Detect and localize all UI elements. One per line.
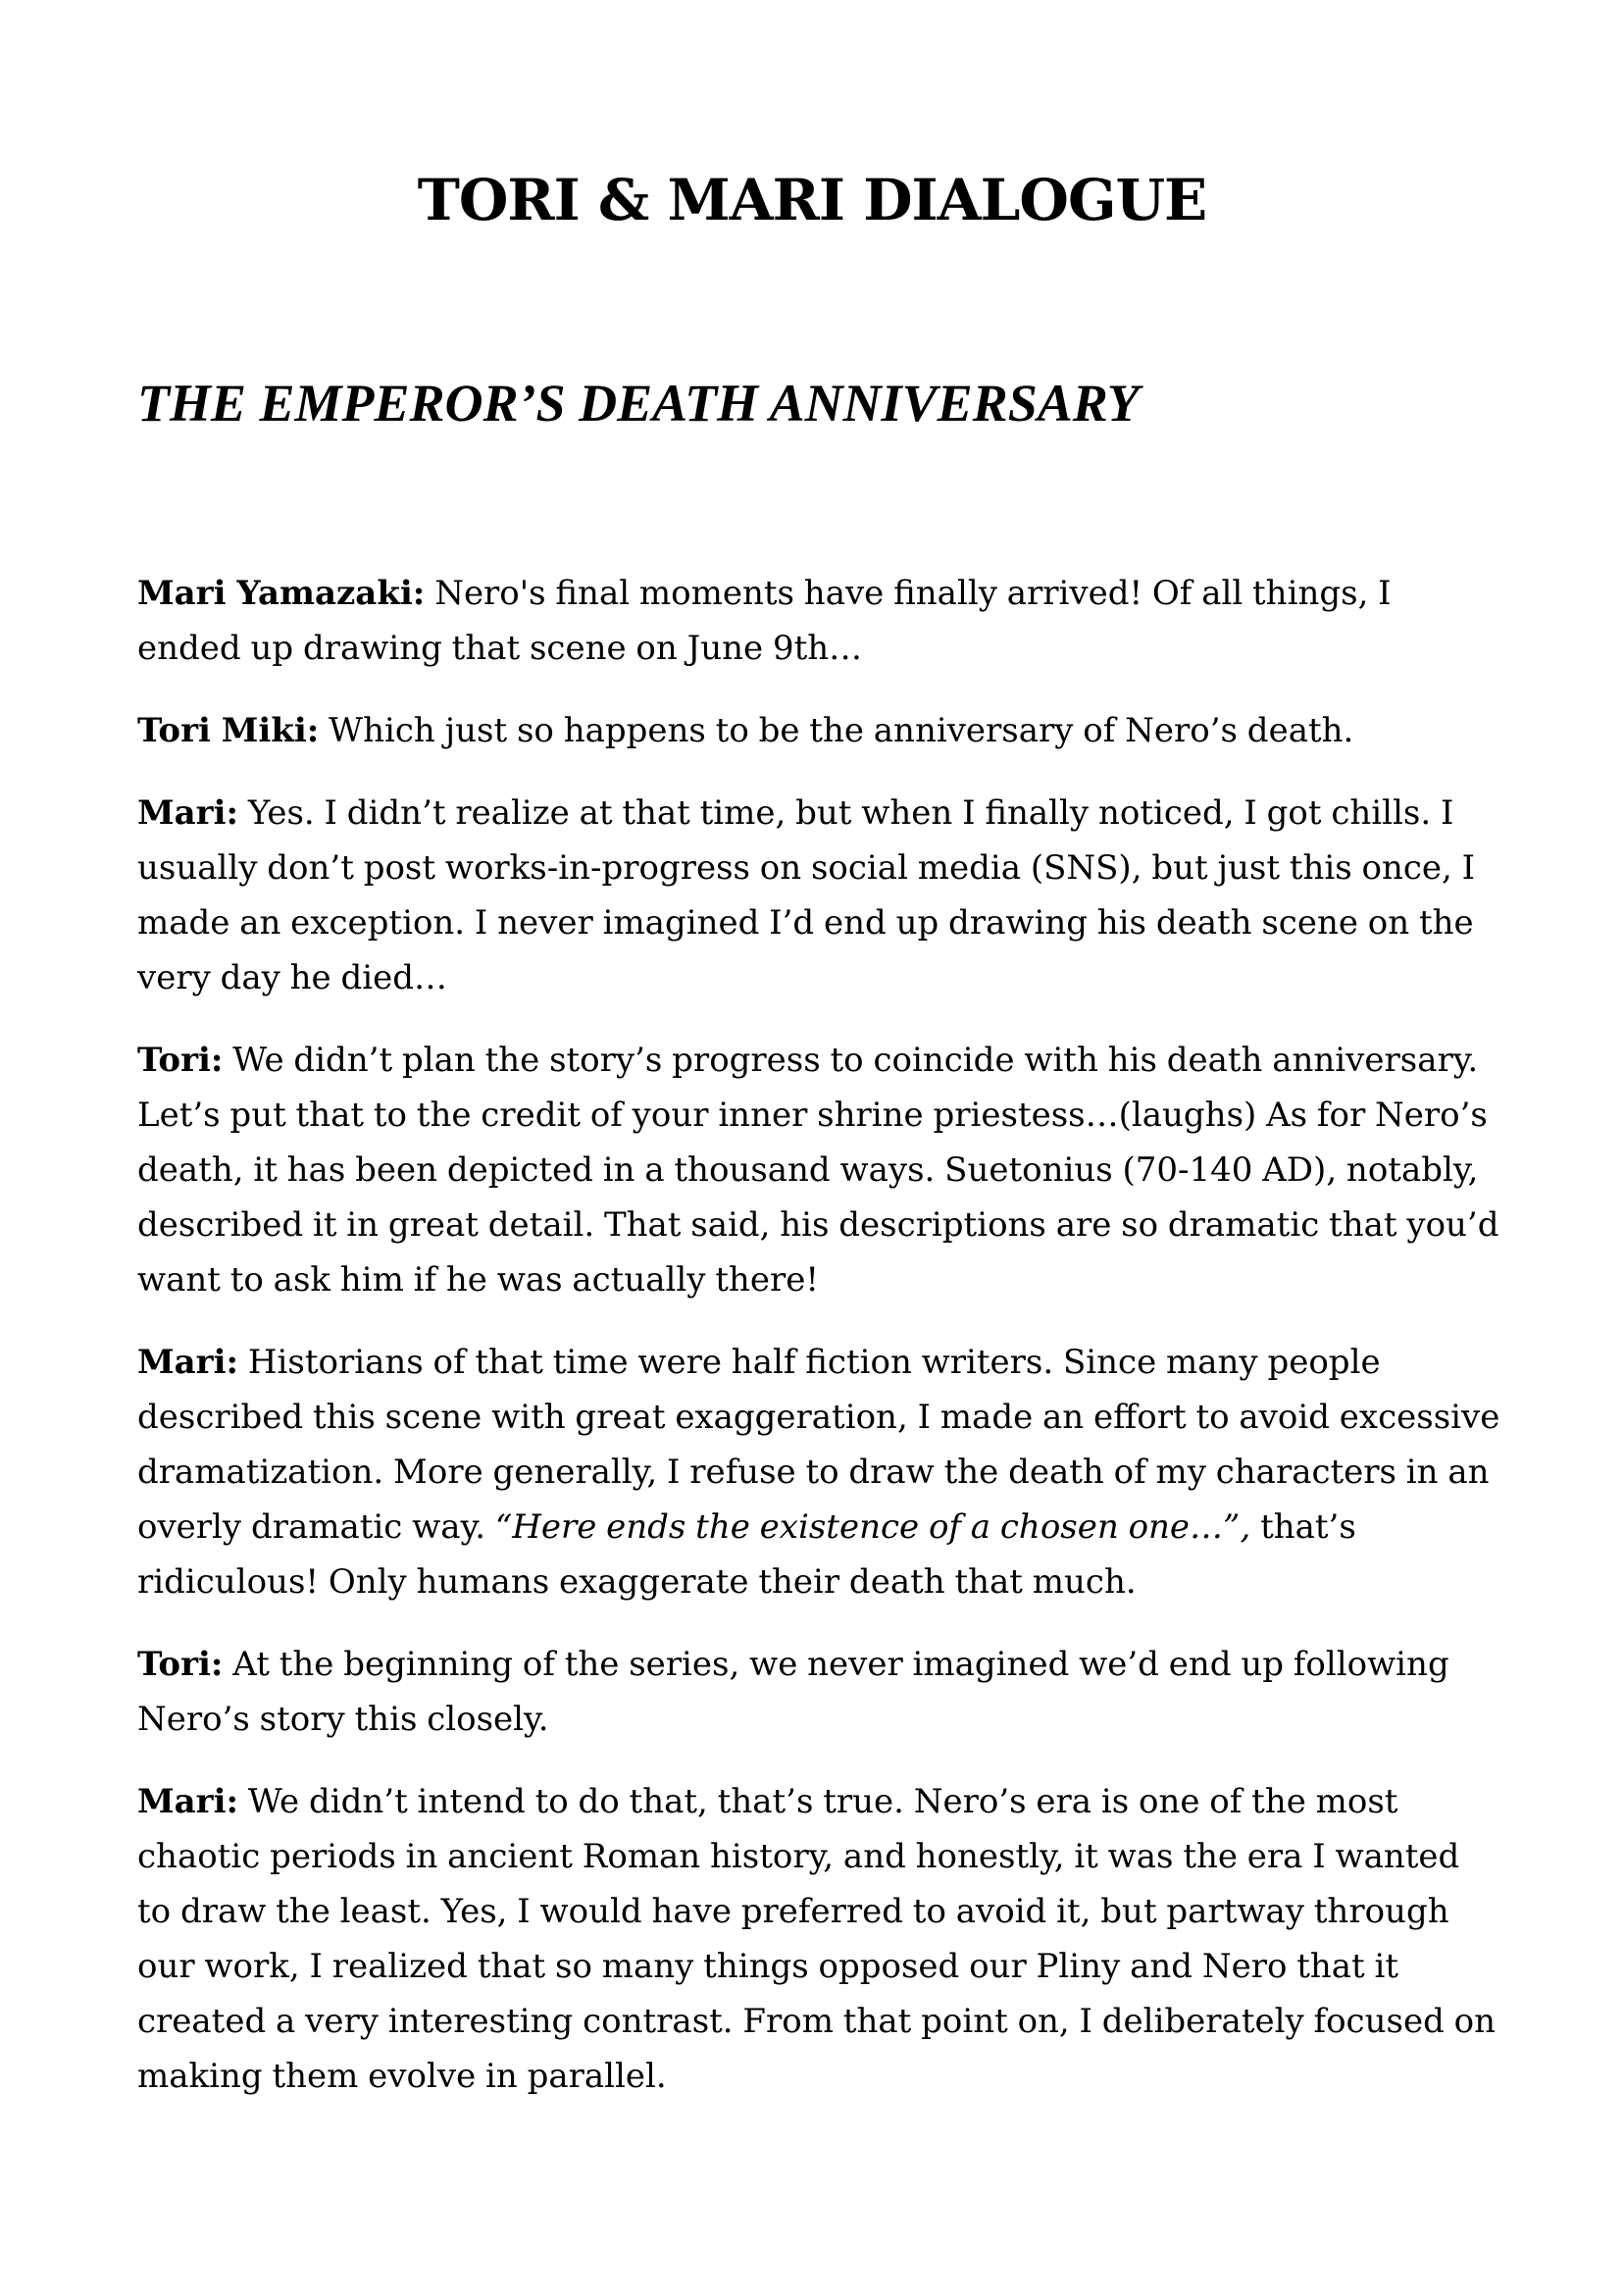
page-title: TORI & MARI DIALOGUE (417, 167, 1207, 233)
dialogue-entry (137, 1637, 1500, 1747)
dialogue-text: Yes. I didn’t realize at that time, but when I finally noticed, I got chills. I usually don’t post works-in-progress on social media (SNS), but just this once, I made an exception. I never imagined I’d end up drawing his death scene on the very day he died… (137, 793, 1476, 997)
dialogue-entry (137, 566, 1500, 676)
speaker-name: Tori: (137, 1041, 224, 1080)
dialogue-entry (137, 1033, 1500, 1307)
italic-quote: “Here ends the existence of a chosen one…”, (494, 1507, 1251, 1547)
page-subtitle: THE EMPEROR’S DEATH ANNIVERSARY (137, 374, 1140, 433)
speaker-name: Mari Yamazaki: (137, 574, 426, 613)
speaker-name: Tori: (137, 1645, 224, 1684)
dialogue-entry (137, 786, 1500, 1005)
speaker-name: Mari: (137, 793, 239, 833)
dialogue-text: Nero's final moments have finally arrived! Of all things, I ended up drawing that scene on June 9th… (137, 574, 1392, 668)
dialogue-body (137, 566, 1500, 2131)
dialogue-text: We didn’t plan the story’s progress to coincide with his death anniversary. Let’s put that to the credit of your inner shrine priestess…(laughs) As for Nero’s death, it has been depicted in a thousand ways. Suetonius (70-140 AD), notably, described it in great detail. That said, his descriptions are so dramatic that you’d want to ask him if he was actually there! (137, 1041, 1499, 1300)
dialogue-text: Historians of that time were half fiction writers. Since many people described this scene with great exaggeration, I made an effort to avoid excessive dramatization. More generally, I refuse to draw the death of my characters in an overly dramatic way. (137, 1343, 1500, 1547)
dialogue-text: At the beginning of the series, we never imagined we’d end up following Nero’s story this closely. (137, 1645, 1449, 1739)
dialogue-text: We didn’t intend to do that, that’s true. Nero’s era is one of the most chaotic periods in ancient Roman history, and honestly, it was the era I wanted to draw the least. Yes, I would have preferred to avoid it, but partway through our work, I realized that so many things opposed our Pliny and Nero that it created a very interesting contrast. From that point on, I deliberately focused on making them evolve in parallel. (137, 1782, 1497, 2096)
dialogue-text: Which just so happens to be the anniversary of Nero’s death. (329, 711, 1354, 750)
speaker-name: Mari: (137, 1782, 239, 1821)
speaker-name: Tori Miki: (137, 711, 320, 750)
dialogue-text-continued: that’s ridiculous! Only humans exaggerate their death that much. (137, 1507, 1356, 1602)
dialogue-entry (137, 1335, 1500, 1609)
speaker-name: Mari: (137, 1343, 239, 1382)
dialogue-entry (137, 703, 1500, 758)
dialogue-entry (137, 1774, 1500, 2104)
